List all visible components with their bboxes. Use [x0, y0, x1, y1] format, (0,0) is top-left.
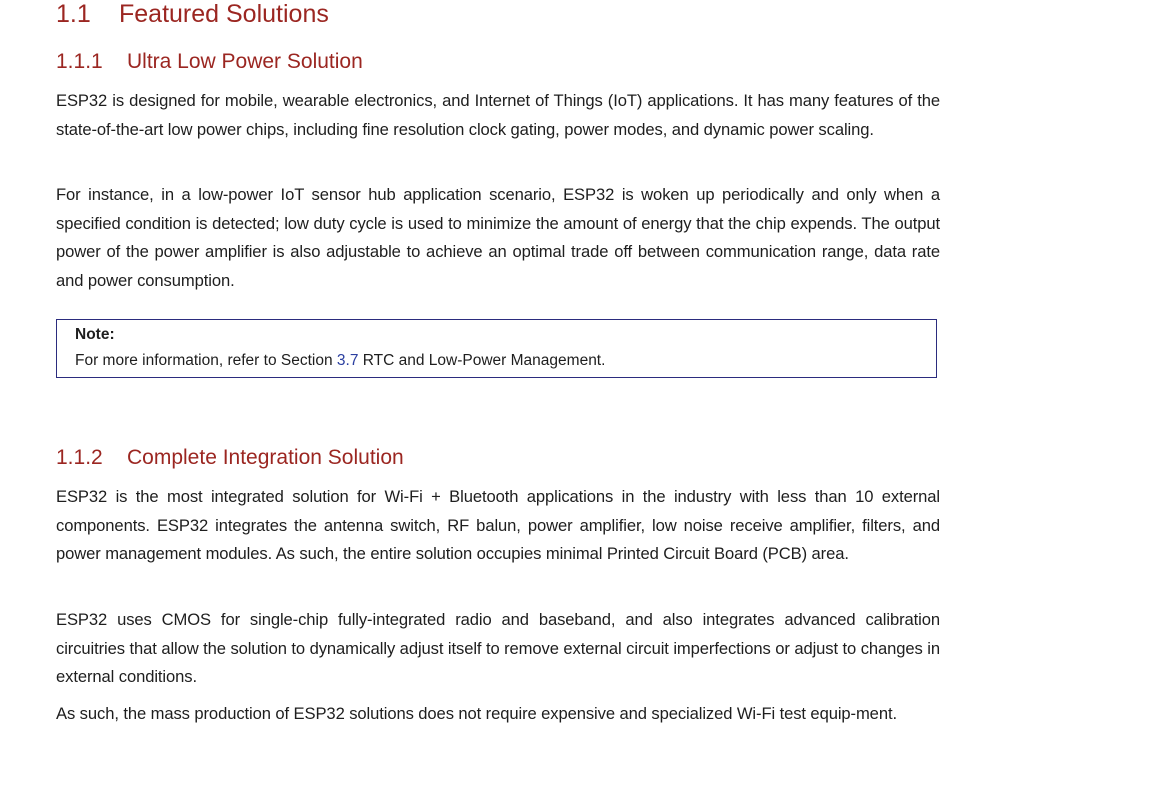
note-box [56, 319, 937, 378]
paragraph: As such, the mass production of ESP32 solutions does not require expensive and specialized Wi-Fi test equip-ment. [56, 704, 897, 723]
paragraph: For instance, in a low-power IoT sensor hub application scenario, ESP32 is woken up periodically and only when a specified condition is detected; low duty cycle is used to minimize the amount of energy that the chip expends. The output power of the power amplifier is also adjustable to achieve an optimal trade off between communication range, data rate and power consumption. [56, 185, 940, 290]
section-reference-link[interactable]: 3.7 [336, 352, 359, 369]
subsection-heading-ultra-low-power [56, 49, 363, 75]
section-number: 1.1 [56, 0, 91, 28]
note-text [75, 351, 605, 371]
note-text-after: RTC and Low-Power Management. [358, 352, 606, 369]
subsection-number: 1.1.1 [56, 50, 103, 73]
section-heading [56, 0, 329, 29]
paragraph: ESP32 uses CMOS for single-chip fully-integrated radio and baseband, and also integrates advanced calibration circuitries that allow the solution to dynamically adjust itself to remove external circuit imperfections or adjust to changes in external conditions. [56, 610, 940, 687]
note-text-before: For more information, refer to Section [75, 352, 337, 369]
paragraph: ESP32 is designed for mobile, wearable electronics, and Internet of Things (IoT) applications. It has many features of the state-of-the-art low power chips, including fine resolution clock gating, power modes, and dynamic power scaling. [56, 91, 940, 139]
subsection-number: 1.1.2 [56, 446, 103, 469]
section-title: Featured Solutions [119, 0, 329, 28]
paragraph: ESP32 is the most integrated solution for Wi-Fi + Bluetooth applications in the industry with less than 10 external components. ESP32 integrates the antenna switch, RF balun, power amplifier, low noise receive amplifier, filters, and power management modules. As such, the entire solution occupies minimal Printed Circuit Board (PCB) area. [56, 487, 940, 564]
subsection-title: Ultra Low Power Solution [127, 50, 363, 73]
subsection-title: Complete Integration Solution [127, 446, 404, 469]
subsection-heading-complete-integration [56, 445, 404, 471]
note-title: Note: [75, 326, 115, 343]
